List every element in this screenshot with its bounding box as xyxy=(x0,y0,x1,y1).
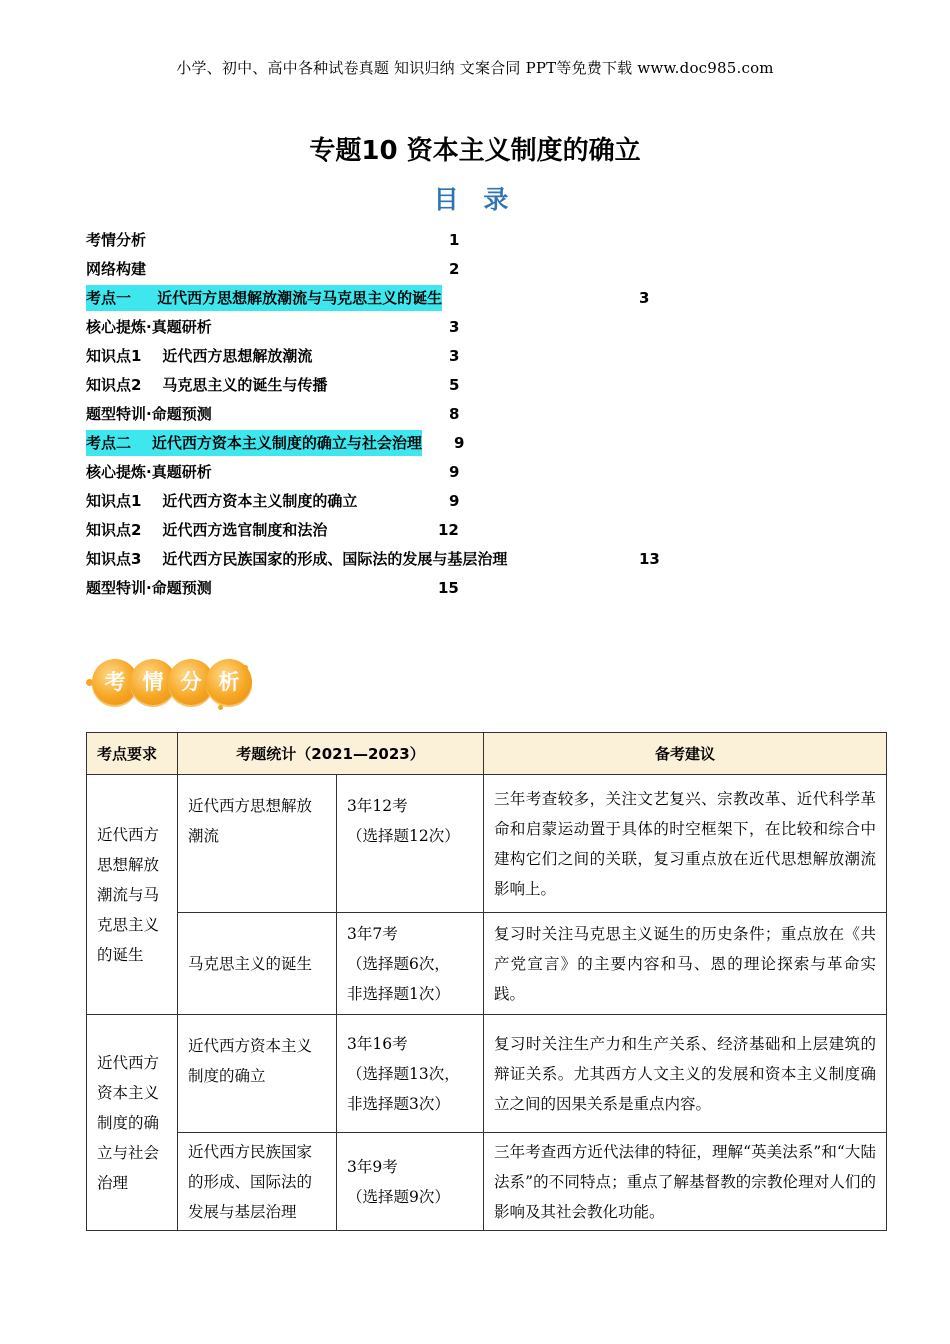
toc-item[interactable] xyxy=(86,575,886,604)
stat-cell xyxy=(337,775,484,913)
toc-item-page: 5 xyxy=(449,376,460,394)
stat-line: （选择题13次， xyxy=(347,1064,460,1083)
toc-item[interactable] xyxy=(86,227,886,256)
toc-item[interactable] xyxy=(86,372,886,401)
toc-item-label: 考情分析 xyxy=(86,231,147,249)
table-of-contents xyxy=(86,227,886,604)
badge-dot xyxy=(243,665,248,670)
document-title: 专题10 资本主义制度的确立 xyxy=(309,136,641,166)
toc-item-page: 8 xyxy=(449,405,460,423)
stat-line: （选择题12次） xyxy=(347,827,460,845)
toc-item-page: 9 xyxy=(449,492,460,510)
badge-char: 考 xyxy=(92,659,138,705)
toc-item-page: 2 xyxy=(449,260,460,278)
badge-char: 分 xyxy=(168,659,214,705)
stat-cell xyxy=(337,1015,484,1133)
toc-item-page: 3 xyxy=(639,289,650,307)
header-statistics: 考题统计（2021—2023） xyxy=(178,733,484,775)
topic-cell: 近代西方思想解放潮流 xyxy=(178,775,337,913)
stat-line: 3年16考 xyxy=(347,1034,408,1053)
toc-item-page: 15 xyxy=(438,579,459,597)
toc-item-label: 题型特训·命题预测 xyxy=(86,405,212,423)
toc-item-label: 知识点3 近代西方民族国家的形成、国际法的发展与基层治理 xyxy=(86,550,508,568)
section-badge-exam-analysis xyxy=(86,659,246,709)
badge-char: 情 xyxy=(130,659,176,705)
toc-item[interactable] xyxy=(86,488,886,517)
category-cell: 近代西方思想解放潮流与马克思主义的诞生 xyxy=(87,775,178,1015)
toc-item[interactable] xyxy=(86,285,886,314)
stat-line: 非选择题3次） xyxy=(347,1094,450,1113)
toc-item-page: 1 xyxy=(449,231,460,249)
toc-item[interactable] xyxy=(86,343,886,372)
category-cell: 近代西方资本主义制度的确立与社会治理 xyxy=(87,1015,178,1231)
advice-cell: 三年考查西方近代法律的特征，理解“英美法系”和“大陆法系”的不同特点；重点了解基督教的宗教伦理对人们的影响及其社会教化功能。 xyxy=(484,1133,887,1231)
table-row xyxy=(87,1015,887,1133)
toc-item-label: 考点二 近代西方资本主义制度的确立与社会治理 xyxy=(86,430,422,456)
header-advice: 备考建议 xyxy=(484,733,887,775)
table-header-row xyxy=(87,733,887,775)
topic-cell: 马克思主义的诞生 xyxy=(178,913,337,1015)
topic-cell: 近代西方资本主义制度的确立 xyxy=(178,1015,337,1133)
toc-item-page: 9 xyxy=(454,434,465,452)
toc-item-label: 知识点2 近代西方选官制度和法治 xyxy=(86,521,328,539)
toc-item-label: 知识点1 近代西方资本主义制度的确立 xyxy=(86,492,358,510)
toc-item-label: 核心提炼·真题研析 xyxy=(86,318,212,336)
advice-cell: 三年考查较多，关注文艺复兴、宗教改革、近代科学革命和启蒙运动置于具体的时空框架下，在比较和综合中建构它们之间的关联，复习重点放在近代思想解放潮流影响上。 xyxy=(484,775,887,913)
stat-line: 非选择题1次） xyxy=(347,984,450,1003)
badge-char: 析 xyxy=(206,659,252,705)
toc-item-label: 题型特训·命题预测 xyxy=(86,579,212,597)
toc-item-label: 核心提炼·真题研析 xyxy=(86,463,212,481)
toc-item-page: 12 xyxy=(438,521,459,539)
advice-cell: 复习时关注生产力和生产关系、经济基础和上层建筑的辩证关系。尤其西方人文主义的发展和资本主义制度确立之间的因果关系是重点内容。 xyxy=(484,1015,887,1133)
toc-item[interactable] xyxy=(86,314,886,343)
exam-analysis-table xyxy=(86,732,887,1231)
toc-item-label: 考点一 近代西方思想解放潮流与马克思主义的诞生 xyxy=(86,285,442,311)
toc-item-page: 3 xyxy=(449,347,460,365)
toc-item-page: 3 xyxy=(449,318,460,336)
stat-line: 3年12考 xyxy=(347,797,408,815)
toc-item-label: 知识点2 马克思主义的诞生与传播 xyxy=(86,376,328,394)
toc-item[interactable] xyxy=(86,256,886,285)
toc-item[interactable] xyxy=(86,517,886,546)
stat-cell xyxy=(337,1133,484,1231)
badge-dot xyxy=(218,705,223,710)
toc-item[interactable] xyxy=(86,459,886,488)
table-row xyxy=(87,913,887,1015)
stat-line: （选择题6次， xyxy=(347,954,450,973)
table-row xyxy=(87,775,887,913)
toc-heading: 目 录 xyxy=(433,185,517,214)
toc-item-label: 知识点1 近代西方思想解放潮流 xyxy=(86,347,313,365)
table-row xyxy=(87,1133,887,1231)
toc-item-page: 13 xyxy=(639,550,660,568)
toc-item[interactable] xyxy=(86,401,886,430)
stat-line: 3年9考 xyxy=(347,1157,398,1176)
toc-item[interactable] xyxy=(86,546,886,575)
stat-line: 3年7考 xyxy=(347,924,398,943)
advice-cell: 复习时关注马克思主义诞生的历史条件；重点放在《共产党宣言》的主要内容和马、恩的理论探索与革命实践。 xyxy=(484,913,887,1015)
stat-cell xyxy=(337,913,484,1015)
toc-item[interactable] xyxy=(86,430,886,459)
topic-cell: 近代西方民族国家的形成、国际法的发展与基层治理 xyxy=(178,1133,337,1231)
page-header: 小学、初中、高中各种试卷真题 知识归纳 文案合同 PPT等免费下载 www.doc985.com xyxy=(176,59,774,77)
toc-item-page: 9 xyxy=(449,463,460,481)
header-requirement: 考点要求 xyxy=(87,733,178,775)
stat-line: （选择题9次） xyxy=(347,1187,450,1206)
toc-item-label: 网络构建 xyxy=(86,260,147,278)
